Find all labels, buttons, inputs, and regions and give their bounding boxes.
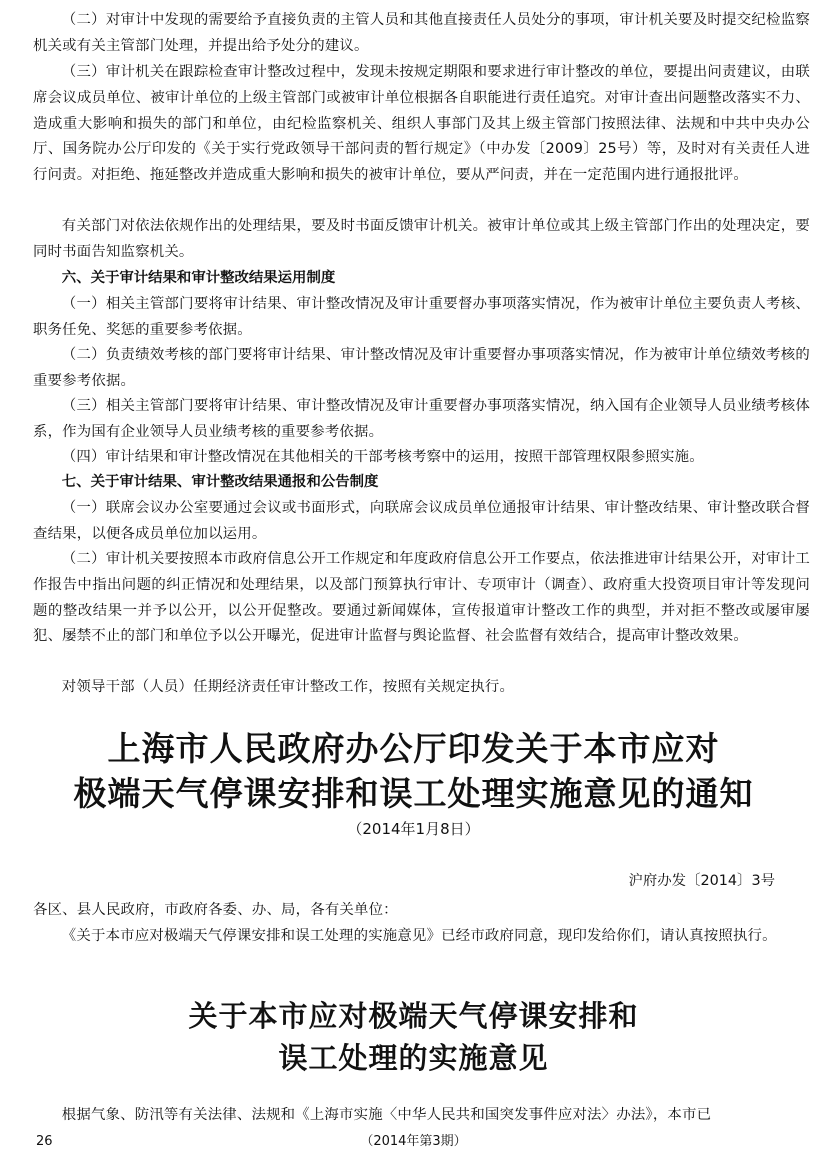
section7-paragraph-1: （一）联席会议办公室要通过会议或书面形式，向联席会议成员单位通报审计结果、审计整改结果、审计整改联合督查结果，以便各成员单位加以运用。 [33,500,810,542]
page-number: 26 [36,1134,53,1149]
section6-paragraph-3: （三）相关主管部门要将审计结果、审计整改情况及审计重要督办事项落实情况，纳入国有企业领导人员业绩考核体系，作为国有企业领导人员业绩考核的重要参考依据。 [33,398,810,440]
section6-paragraph-4: （四）审计结果和审计整改情况在其他相关的干部考核考察中的运用，按照干部管理权限参照实施。 [61,449,704,465]
notice-title [20,726,807,816]
section6-paragraph-1: （一）相关主管部门要将审计结果、审计整改情况及审计重要督办事项落实情况，作为被审计单位主要负责人考核、职务任免、奖惩的重要参考依据。 [33,296,810,338]
opinion-title-line-2: 误工处理的实施意见 [278,1041,549,1075]
opinion-first-paragraph: 根据气象、防汛等有关法律、法规和《上海市实施〈中华人民共和国突发事件应对法〉办法》，本市已 [61,1107,712,1123]
section7-heading: 七、关于审计结果、审计整改结果通报和公告制度 [61,474,379,490]
doc-number: 沪府办发〔2014〕3号 [628,873,775,889]
section7-paragraph-2: （二）审计机关要按照本市政府信息公开工作规定和年度政府信息公开工作要点，依法推进审计结果公开，对审计工作报告中指出问题的纠正情况和处理结果，以及部门预算执行审计、专项审计（调查）、政府重大投资项目审计等发现问题的整改结果一并予以公开，以公开促整改。要通过新闻媒体，宣传报道审计整改工作的典型，并对拒不整改或屡审屡犯、屡禁不止的部门和单位予以公开曝光，促进审计监督与舆论监督、社会监督有效结合，提高审计整改效果。 [33,551,810,645]
section6-paragraph-2: （二）负责绩效考核的部门要将审计结果、审计整改情况及审计重要督办事项落实情况，作为被审计单位绩效考核的重要参考依据。 [33,347,810,389]
opinion-title-line-1: 关于本市应对极端天气停课安排和 [188,999,639,1033]
section6-heading: 六、关于审计结果和审计整改结果运用制度 [61,270,336,286]
section7-paragraph-3: 对领导干部（人员）任期经济责任审计整改工作，按照有关规定执行。 [61,679,515,695]
opinion-title [20,995,807,1079]
section5-paragraph-3: （三）审计机关在跟踪检查审计整改过程中，发现未按规定期限和要求进行审计整改的单位，要提出问责建议，由联席会议成员单位、被审计单位的上级主管部门或被审计单位根据各自职能进行责任追究。对审计查出问题整改落实不力、造成重大影响和损失的部门和单位，由纪检监察机关、组织人事部门及其上级主管部门按照法律、法规和中共中央办公厅、国务院办公厅印发的《关于实行党政领导干部问责的暂行规定》（中办发〔2009〕25号）等，及时对有关责任人进行问责。对拒绝、拖延整改并造成重大影响和损失的被审计单位，要从严问责，并在一定范围内进行通报批评。 [33,64,810,184]
section5-paragraph-feedback: 有关部门对依法依规作出的处理结果，要及时书面反馈审计机关。被审计单位或其上级主管部门作出的处理决定，要同时书面告知监察机关。 [33,218,810,260]
issue-label: （2014年第3期） [360,1134,467,1149]
notice-date: （2014年1月8日） [347,820,480,838]
notice-body: 《关于本市应对极端天气停课安排和误工处理的实施意见》已经市政府同意，现印发给你们，请认真按照执行。 [61,928,777,944]
notice-title-line-2: 极端天气停课安排和误工处理实施意见的通知 [73,774,754,813]
notice-title-line-1: 上海市人民政府办公厅印发关于本市应对 [107,729,720,768]
notice-addressee: 各区、县人民政府，市政府各委、办、局，各有关单位： [33,902,398,918]
section5-paragraph-2: （二）对审计中发现的需要给予直接负责的主管人员和其他直接责任人员处分的事项，审计机关要及时提交纪检监察机关或有关主管部门处理，并提出给予处分的建议。 [33,12,810,54]
